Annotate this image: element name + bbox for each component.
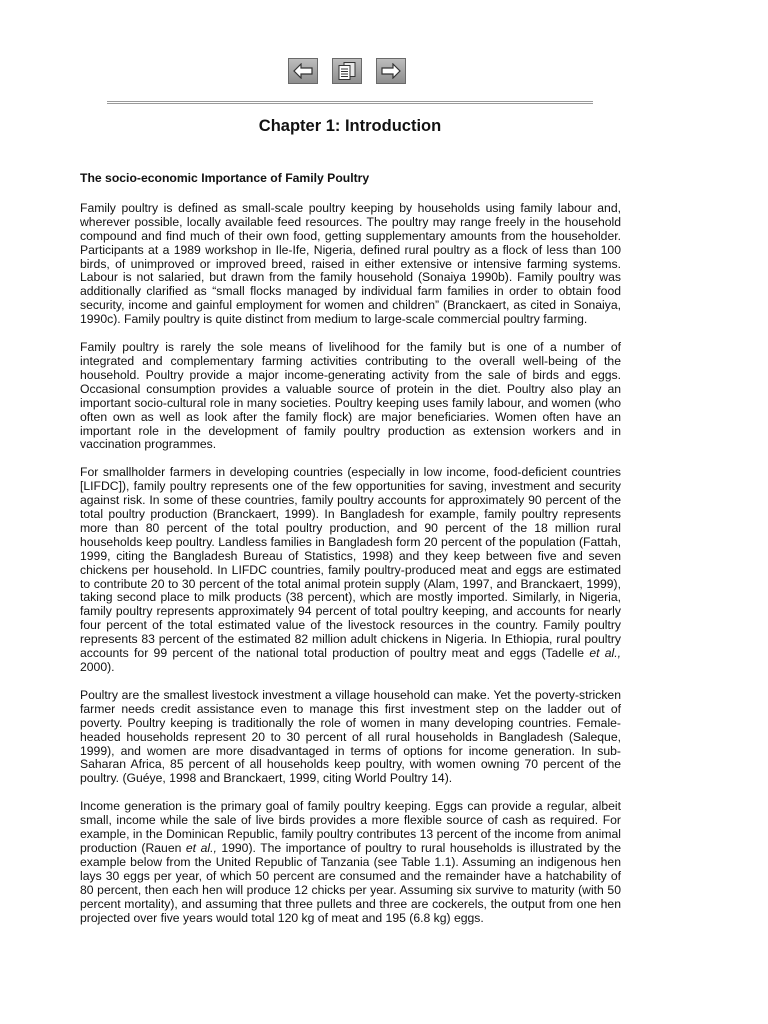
header-divider xyxy=(107,101,593,104)
next-page-button[interactable] xyxy=(376,58,406,84)
italic-citation: et al., xyxy=(185,840,217,855)
arrow-right-icon xyxy=(380,63,402,79)
paragraph: Family poultry is rarely the sole means of livelihood for the family but is one of a number of integrated and complementary farming activities contributing to the overall well-being of the household. Poultry provide a major income-generating activity from the sale of birds and eggs. Occasional consumption provides a valuable source of protein in the diet. Poultry also play an important socio-cultural role in many societies. Poultry keeping uses family labour, and women (who often own as well as look after the family flock) are major beneficiaries. Women often have an important role in the development of family poultry production as extension workers and in vaccination programmes. xyxy=(80,340,621,452)
paragraph-text: 2000). xyxy=(80,660,115,674)
paragraph-text: For smallholder farmers in developing countries (especially in low income, food-deficient countries [LIFDC]), family poultry represents one of the few opportunities for saving, investment and security against risk. In some of these countries, family poultry accounts for approximately 90 percent of the total poultry production (Branckaert, 1999). In Bangladesh for example, family poultry represents more than 80 percent of the total poultry production, and 90 percent of the 18 million rural households keep poultry. Landless families in Bangladesh form 20 percent of the population (Fattah, 1999, citing the Bangladesh Bureau of Statistics, 1998) and they keep between five and seven chickens per household. In LIFDC countries, family poultry-produced meat and eggs are estimated to contribute 20 to 30 percent of the total animal protein supply (Alam, 1997, and Branckaert, 1999), taking second place to milk products (38 percent), which are mostly imported. Similarly, in Nigeria, family poultry represents approximately 94 percent of total poultry keeping, and accounts for nearly four percent of the total estimated value of the livestock resources in the country. Family poultry represents 83 percent of the estimated 82 million adult chickens in Nigeria. In Ethiopia, rural poultry accounts for 99 percent of the national total production of poultry meat and eggs (Tadelle xyxy=(80,465,621,661)
arrow-left-icon xyxy=(292,63,314,79)
paragraph xyxy=(80,800,621,925)
italic-citation: et al., xyxy=(589,646,622,661)
table-of-contents-button[interactable] xyxy=(332,58,362,84)
paragraph: Poultry are the smallest livestock investment a village household can make. Yet the poverty-stricken farmer needs credit assistance even to manage this first investment step on the ladder out of poverty. Poultry keeping is traditionally the role of women in many developing countries. Female-headed households represent 20 to 30 percent of all rural households in Bangladesh (Saleque, 1999), and women are more disadvantaged in terms of options for income generation. In sub-Saharan Africa, 85 percent of all households keep poultry, with women owning 70 percent of the poultry. (Guéye, 1998 and Branckaert, 1999, citing World Poultry 14). xyxy=(80,687,621,786)
chapter-body xyxy=(80,172,621,939)
navigation-bar xyxy=(288,58,420,84)
paragraph xyxy=(80,466,621,675)
document-pages-icon xyxy=(337,61,357,81)
section-heading: The socio-economic Importance of Family Poultry xyxy=(80,171,370,185)
paragraph: Family poultry is defined as small-scale poultry keeping by households using family labour and, wherever possible, locally available feed resources. The poultry may range freely in the household compound and find much of their own food, getting supplementary amounts from the householder. Participants at a 1989 workshop in Ile-Ife, Nigeria, defined rural poultry as a flock of less than 100 birds, of unimproved or improved breed, raised in either extensive or intensive farming systems. Labour is not salaried, but drawn from the family household (Sonaiya 1990b). Family poultry was additionally clarified as “small flocks managed by individual farm families in order to obtain food security, income and gainful employment for women and children” (Branckaert, as cited in Sonaiya, 1990c). Family poultry is quite distinct from medium to large-scale commercial poultry farming. xyxy=(80,200,621,327)
chapter-title: Chapter 1: Introduction xyxy=(258,117,442,135)
paragraph-text: 1990). The importance of poultry to rural households is illustrated by the example below from the United Republic of Tanzania (see Table 1.1). Assuming an indigenous hen lays 30 eggs per year, of which 50 percent are consumed and the remainder have a hatchability of 80 percent, then each hen will produce 12 chicks per year. Assuming six survive to maturity (with 50 percent mortality), and assuming that three pullets and three are cockerels, the output from one hen projected over five years would total 120 kg of meat and 195 (6.8 kg) eggs. xyxy=(80,840,621,925)
paragraph-text: Income generation is the primary goal of family poultry keeping. Eggs can provide a regular, albeit small, income while the sale of live birds provides a more flexible source of cash as required. For example, in the Dominican Republic, family poultry contributes 13 percent of the income from animal production (Rauen xyxy=(80,799,621,855)
previous-page-button[interactable] xyxy=(288,58,318,84)
